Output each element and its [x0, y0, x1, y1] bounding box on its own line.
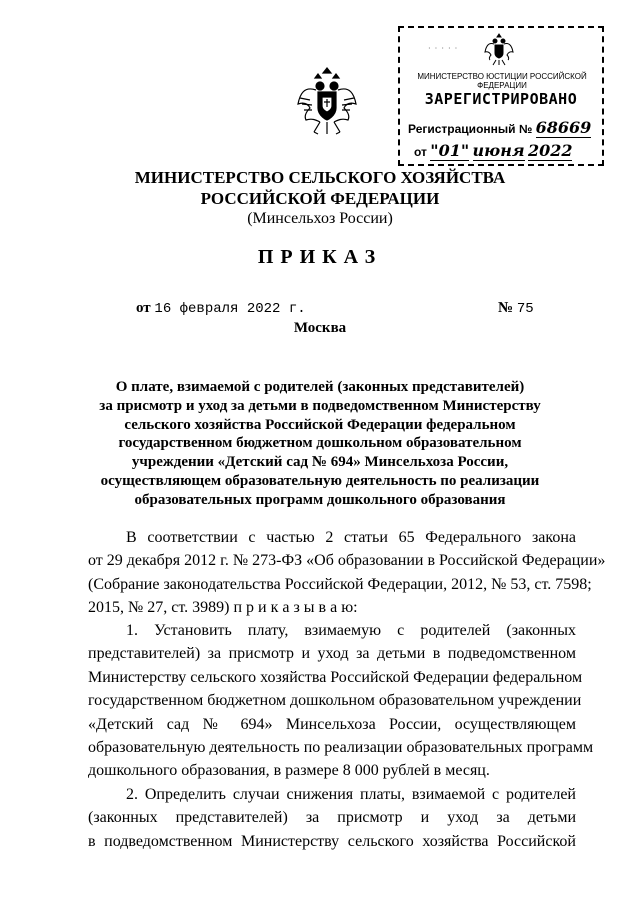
order-number	[498, 300, 534, 317]
body-line: образовательную деятельность по реализации образовательных программ	[88, 739, 594, 757]
subject-line: государственном бюджетном дошкольном образовательном	[118, 435, 522, 452]
body-line: 2015, № 27, ст. 3989) п р и к а з ы в а ю:	[88, 599, 358, 617]
ministry-name-line2: РОССИЙСКОЙ ФЕДЕРАЦИИ	[200, 189, 440, 208]
body-line: Министерству сельского хозяйства Российской Федерации федеральном	[88, 668, 583, 686]
stamp-date-year: 2022	[527, 141, 573, 160]
body-line: (Собрание законодательства Российской Федерации, 2012, № 53, ст. 7598;	[88, 575, 592, 593]
order-date-prefix: от	[136, 300, 151, 316]
subject-line: учреждении «Детский сад № 694» Минсельхоза России,	[131, 454, 509, 471]
body-paragraph-item-1	[88, 619, 594, 783]
body-line: В соответствии с частью 2 статьи 65 Федерального закона	[126, 529, 576, 546]
coat-of-arms-emblem	[296, 64, 358, 138]
order-subject	[60, 378, 580, 510]
subject-line: осуществляющем образовательную деятельность по реализации	[100, 472, 540, 489]
stamp-decoration: · · · · ·	[428, 44, 459, 53]
stamp-registered-label: ЗАРЕГИСТРИРОВАНО	[424, 90, 578, 108]
order-number-value: 75	[516, 301, 534, 317]
body-line: дошкольного образования, в размере 8 000 рублей в месяц.	[88, 762, 490, 780]
subject-line: О плате, взимаемой с родителей (законных представителей)	[115, 379, 525, 395]
order-number-prefix: №	[498, 300, 514, 316]
body-line: 2. Определить случаи снижения платы, взимаемой с родителей	[126, 786, 576, 803]
body-line: (законных представителей) за присмотр и уход за детьми	[88, 809, 576, 827]
order-city: Москва	[293, 320, 347, 336]
document-type-title: ПРИКАЗ	[257, 246, 383, 268]
order-date	[136, 300, 306, 317]
stamp-date-month: июня	[472, 141, 525, 160]
subject-line: образовательных программ дошкольного образования	[134, 491, 506, 508]
stamp-ministry-name: МИНИСТЕРСТВО ЮСТИЦИИ РОССИЙСКОЙ ФЕДЕРАЦИИ	[417, 72, 587, 90]
subject-line: за присмотр и уход за детьми в подведомственном Министерству	[99, 397, 541, 414]
stamp-coat-of-arms-icon	[484, 32, 514, 66]
stamp-date-day: "01"	[430, 141, 470, 160]
body-line: в подведомственном Министерству сельского хозяйства Российской	[88, 832, 576, 850]
ministry-name-line1: МИНИСТЕРСТВО СЕЛЬСКОГО ХОЗЯЙСТВА	[134, 168, 506, 187]
body-line: представителей) за присмотр и уход за детьми в подведомственном	[88, 645, 576, 663]
subject-line: сельского хозяйства Российской Федерации федеральном	[124, 416, 516, 433]
body-line: от 29 декабря 2012 г. № 273-ФЗ «Об образовании в Российской Федерации»	[88, 552, 606, 570]
body-line: государственном бюджетном дошкольном образовательном учреждении	[88, 692, 582, 710]
order-date-value: 16 февраля 2022 г.	[154, 301, 306, 317]
stamp-registration-line	[408, 118, 591, 137]
stamp-reg-prefix: Регистрационный №	[408, 122, 533, 136]
body-line: 1. Установить плату, взимаемую с родителей (законных	[126, 622, 576, 639]
stamp-date-line	[414, 141, 572, 160]
body-paragraph-item-2	[88, 783, 576, 853]
stamp-reg-number: 68669	[535, 118, 592, 137]
ministry-short-name: (Минсельхоз России)	[247, 210, 393, 227]
body-paragraph-preamble	[88, 526, 606, 620]
stamp-date-prefix: от	[414, 145, 427, 159]
body-line: «Детский сад № 694» Минсельхоза России, осуществляющем	[88, 715, 576, 733]
registration-stamp	[398, 26, 604, 166]
